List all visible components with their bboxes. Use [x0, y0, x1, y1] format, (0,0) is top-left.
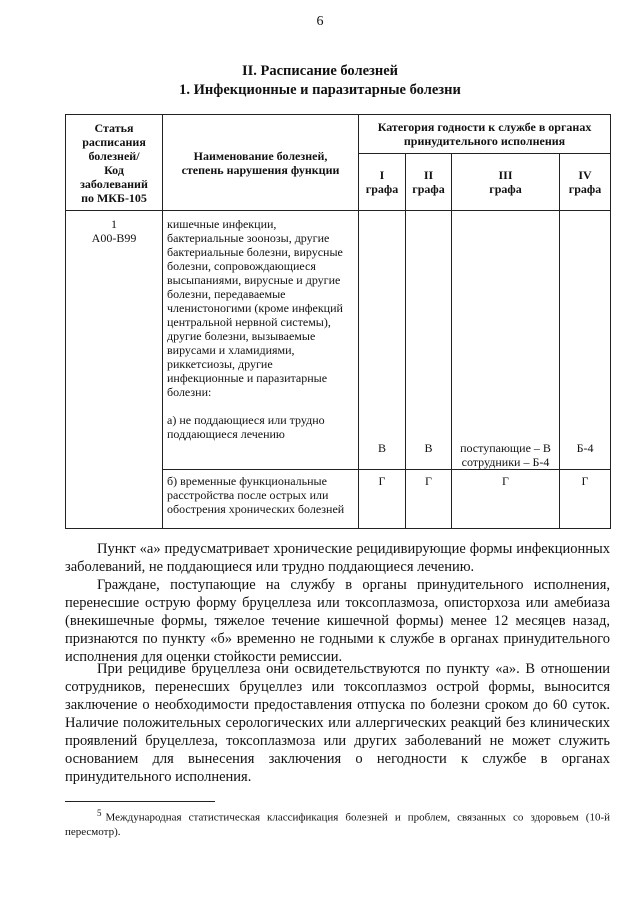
- article-code-cell: 1 А00-В99: [66, 211, 163, 529]
- grade-2-value: В: [406, 211, 452, 470]
- paragraph: При рецидиве бруцеллеза они освидетельствуются по пункту «а». В отношении сотрудников, перенесших бруцеллез или токсоплазмоз острой формы, выносится заключение о необходимости предоставления отпуска по болезни сроком до 60 суток. Наличие положительных серологических или аллергических реакций без клинических проявлений бруцеллеза, токсоплазмоза или других заболеваний не может служить основанием для вынесения заключения о негодности к службе в органах принудительного исполнения.: [65, 661, 610, 785]
- header-grade-2: II графа: [406, 154, 452, 211]
- grade-1-value: В: [359, 211, 406, 470]
- footnote-text: Международная статистическая классификация болезней и проблем, связанных со здоровьем (10-й пересмотр).: [65, 811, 610, 838]
- grade-4-value: Г: [560, 470, 611, 529]
- header-fitness-category: Категория годности к службе в органах принудительного исполнения: [359, 115, 611, 154]
- page-number: 6: [316, 14, 324, 29]
- grade-2-value: Г: [406, 470, 452, 529]
- grade-3-value: Г: [452, 470, 560, 529]
- disease-description-cell: кишечные инфекции, бактериальные зоонозы, другие бактериальные болезни, вирусные болезни, сопровождающиеся высыпаниями, вирусные и другие болезни, передаваемые членистоногими (кроме инфекций центральной нервной системы), другие болезни, вызываемые вирусами и хламидиями, риккетсиозы, другие инфекционные и паразитарные болезни: а) не поддающиеся или трудно поддающиеся лечению: [163, 211, 359, 470]
- subitem-b: б) временные функциональные расстройства после острых или обострения хронических болезней: [163, 470, 359, 529]
- paragraph: Граждане, поступающие на службу в органы принудительного исполнения, перенесшие острую форму бруцеллеза или токсоплазмоза, описторхоза или амебиаза (внекишечные формы, тяжелое течение кишечной формы) менее 12 месяцев назад, признаются по пункту «б» временно не годными к службе в органах принудительного исполнения для оценки стойкости ремиссии.: [65, 577, 610, 665]
- header-grade-4: IV графа: [560, 154, 611, 211]
- table-row: [66, 211, 611, 470]
- section-subheading: 1. Инфекционные и паразитарные болезни: [179, 82, 461, 98]
- footnote-mark: 5: [97, 808, 102, 818]
- header-grade-1: I графа: [359, 154, 406, 211]
- header-grade-3: III графа: [452, 154, 560, 211]
- grade-3-value: поступающие – В сотрудники – Б-4: [452, 211, 560, 470]
- section-heading: II. Расписание болезней: [241, 63, 399, 79]
- footnote: [65, 806, 610, 839]
- grade-4-value: Б-4: [560, 211, 611, 470]
- header-disease-name: Наименование болезней, степень нарушения функции: [163, 115, 359, 211]
- header-article: Статья расписания болезней/ Код заболеваний по МКБ-105: [66, 115, 163, 211]
- disease-schedule-table: [65, 114, 611, 529]
- grade-1-value: Г: [359, 470, 406, 529]
- subitem-a: а) не поддающиеся или трудно: [167, 413, 325, 427]
- footnote-divider: [65, 801, 215, 802]
- section-title: [0, 62, 640, 100]
- paragraph: Пункт «а» предусматривает хронические рецидивирующие формы инфекционных заболеваний, не поддающиеся или трудно поддающиеся лечению.: [65, 541, 610, 575]
